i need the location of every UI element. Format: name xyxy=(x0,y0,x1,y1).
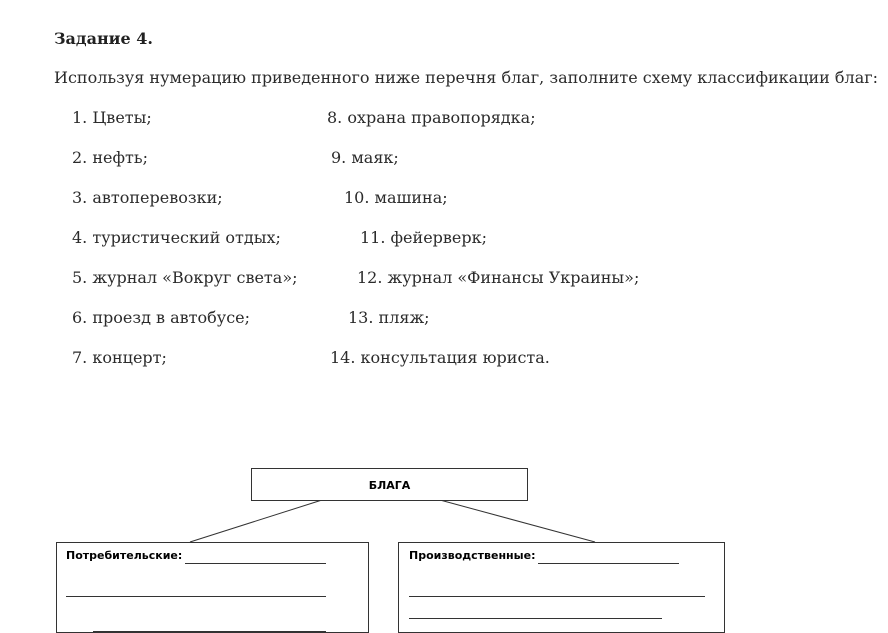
answer-line xyxy=(409,596,705,597)
task-title: Задание 4. xyxy=(54,29,153,48)
list-item: 9. маяк; xyxy=(331,148,399,167)
list-item: 13. пляж; xyxy=(348,308,430,327)
list-item: 1. Цветы; xyxy=(72,108,152,127)
answer-line xyxy=(409,618,662,619)
list-item: 14. консультация юриста. xyxy=(330,348,550,367)
production-goods-label: Производственные: xyxy=(409,549,536,562)
list-item: 6. проезд в автобусе; xyxy=(72,308,251,327)
list-item: 3. автоперевозки; xyxy=(72,188,223,207)
connector-line-left xyxy=(190,500,322,542)
list-item: 5. журнал «Вокруг света»; xyxy=(72,268,298,287)
list-item: 11. фейерверк; xyxy=(360,228,488,247)
connector-line-right xyxy=(440,500,595,542)
list-item: 4. туристический отдых; xyxy=(72,228,281,247)
root-box-label: БЛАГА xyxy=(368,479,411,492)
list-item: 10. машина; xyxy=(344,188,448,207)
list-item: 7. концерт; xyxy=(72,348,167,367)
answer-line xyxy=(185,563,326,564)
answer-line xyxy=(66,596,326,597)
answer-line xyxy=(93,631,326,632)
answer-line xyxy=(538,563,679,564)
consumer-goods-box xyxy=(56,542,369,633)
task-instruction: Используя нумерацию приведенного ниже перечня благ, заполните схему классификации благ: xyxy=(54,68,879,87)
consumer-goods-label: Потребительские: xyxy=(66,549,183,562)
root-box-blaga xyxy=(251,468,528,501)
list-item: 8. охрана правопорядка; xyxy=(327,108,536,127)
list-item: 12. журнал «Финансы Украины»; xyxy=(357,268,640,287)
production-goods-box xyxy=(398,542,725,633)
list-item: 2. нефть; xyxy=(72,148,148,167)
